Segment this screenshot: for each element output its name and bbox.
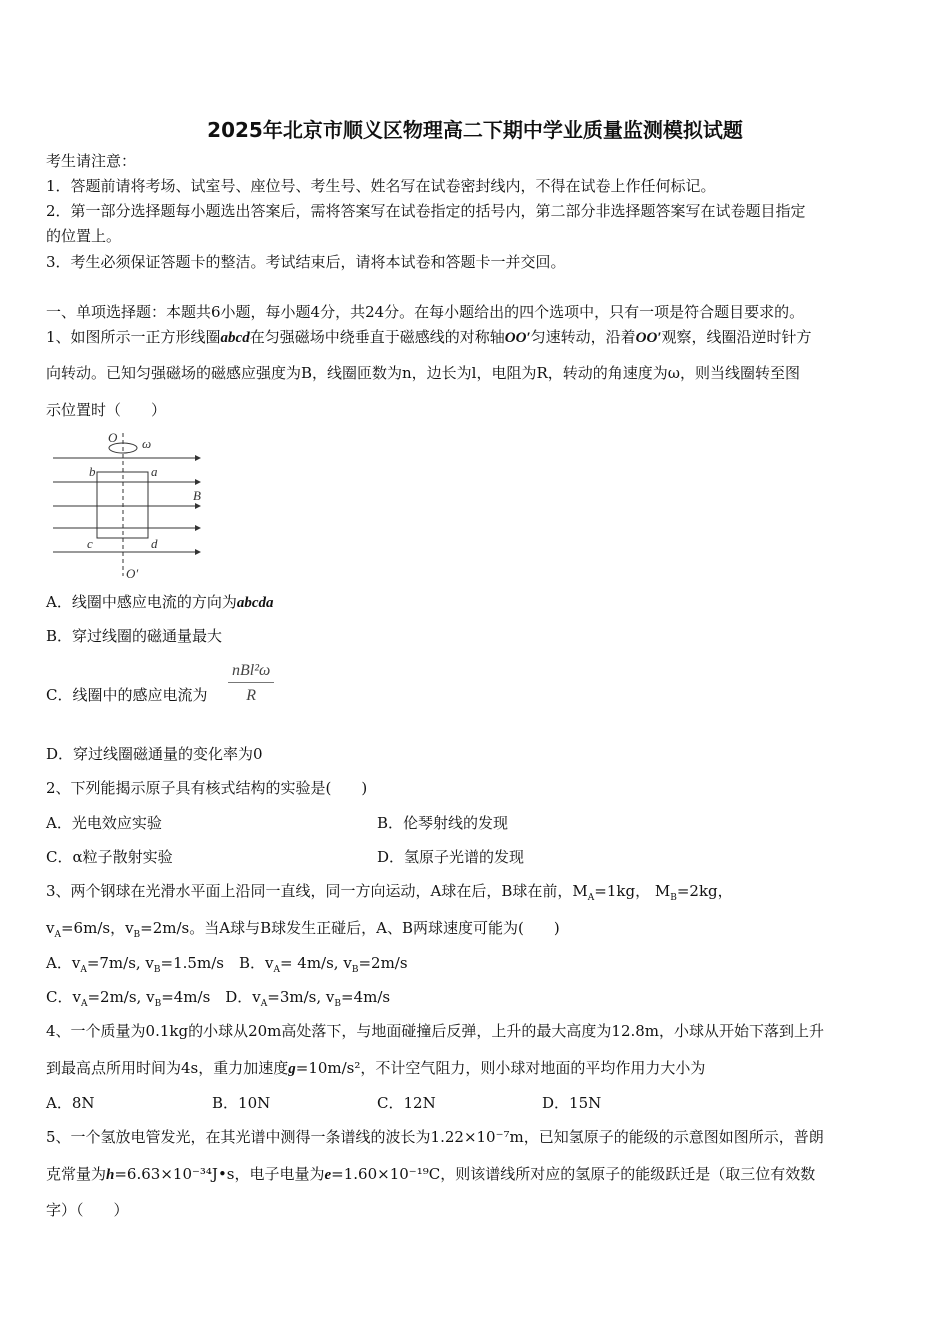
q2-option-d[interactable]: D．氢原子光谱的发现 bbox=[377, 848, 525, 866]
svg-text:a: a bbox=[151, 464, 158, 479]
q1-stem-line: 向转动。已知匀强磁场的磁感应强度为B，线圈匝数为n，边长为l，电阻为R，转动的角速度为ω，则当线圈转至图 bbox=[46, 364, 801, 382]
svg-text:d: d bbox=[151, 536, 158, 551]
q4-option-b[interactable]: B．10N bbox=[212, 1094, 271, 1112]
note-item: 2．第一部分选择题每小题选出答案后，需将答案写在试卷指定的括号内，第二部分非选择题答案写在试卷题目指定 bbox=[46, 202, 806, 220]
q1-stem-line: 示位置时（ ） bbox=[46, 401, 167, 419]
q1-option-b[interactable]: B．穿过线圈的磁通量最大 bbox=[46, 627, 223, 645]
q2-option-a[interactable]: A．光电效应实验 bbox=[46, 814, 162, 832]
svg-text:b: b bbox=[89, 464, 96, 479]
q3-options-cd[interactable]: C．$v_A=2m/s$, $v_B=4m/s$ D．$v_A=3m/s$, $v_B=4m/s$ bbox=[46, 988, 391, 1009]
q1-stem-line: 1、如图所示一正方形线圈abcd在匀强磁场中绕垂直于磁感线的对称轴OO′匀速转动，沿着OO′观察，线圈沿逆时针方 bbox=[46, 328, 812, 346]
svg-text:O′: O′ bbox=[126, 566, 139, 581]
q1-option-c-formula: nBl²ω R bbox=[228, 662, 274, 705]
q1-option-a[interactable]: A．线圈中感应电流的方向为abcda bbox=[46, 593, 274, 611]
q1-option-c[interactable]: C．线圈中的感应电流为 bbox=[46, 686, 208, 704]
note-item: 3．考生必须保证答题卡的整洁。考试结束后，请将本试卷和答题卡一并交回。 bbox=[46, 253, 566, 271]
q4-option-d[interactable]: D．15N bbox=[542, 1094, 602, 1112]
q4-option-c[interactable]: C．12N bbox=[377, 1094, 436, 1112]
note-item: 1．答题前请将考场、试室号、座位号、考生号、姓名写在试卷密封线内，不得在试卷上作任何标记。 bbox=[46, 177, 716, 195]
q5-stem-line: 克常量为h=6.63×10⁻³⁴J•s，电子电量为e=1.60×10⁻¹⁹C，则该谱线所对应的氢原子的能级跃迁是（取三位有效数 bbox=[46, 1165, 816, 1183]
q2-option-c[interactable]: C．α粒子散射实验 bbox=[46, 848, 173, 866]
q2-option-b[interactable]: B．伦琴射线的发现 bbox=[377, 814, 509, 832]
q1-option-d[interactable]: D．穿过线圈磁通量的变化率为0 bbox=[46, 745, 263, 763]
q1-figure-coil-diagram bbox=[50, 428, 210, 583]
q3-options-ab[interactable]: A．$v_A=7m/s$, $v_B=1.5m/s$ B．$v_A= 4m/s$, $v_B=2m/s$ bbox=[46, 954, 408, 975]
svg-text:O: O bbox=[108, 430, 118, 445]
q5-stem-line: 5、一个氢放电管发光，在其光谱中测得一条谱线的波长为1.22×10⁻⁷m，已知氢原子的能级的示意图如图所示，普朗 bbox=[46, 1128, 824, 1146]
svg-text:B: B bbox=[193, 488, 201, 503]
svg-text:c: c bbox=[87, 536, 93, 551]
notes-heading: 考生请注意： bbox=[46, 152, 137, 170]
q4-option-a[interactable]: A．8N bbox=[46, 1094, 95, 1112]
q3-stem-line: $v_A=6m/s$，$v_B=2m/s$。当A球与B球发生正碰后，A、B两球速度可能为( ) bbox=[46, 919, 560, 940]
svg-text:ω: ω bbox=[142, 436, 152, 451]
q3-stem-line: 3、两个钢球在光滑水平面上沿同一直线，同一方向运动，A球在后，B球在前，$M_A=1kg$， $M_B=2kg$， bbox=[46, 882, 733, 903]
q4-stem-line: 4、一个质量为0.1kg的小球从20m高处落下，与地面碰撞后反弹，上升的最大高度为12.8m，小球从开始下落到上升 bbox=[46, 1022, 825, 1040]
q2-stem: 2、下列能揭示原子具有核式结构的实验是( ) bbox=[46, 779, 368, 797]
q4-stem-line: 到最高点所用时间为4s，重力加速度g=10m/s²，不计空气阻力，则小球对地面的平均作用力大小为 bbox=[46, 1059, 706, 1077]
note-item: 的位置上。 bbox=[46, 227, 122, 245]
q5-stem-line: 字）（ ） bbox=[46, 1201, 129, 1219]
page-title: 2025年北京市顺义区物理高二下期中学业质量监测模拟试题 bbox=[207, 118, 743, 142]
section-heading: 一、单项选择题：本题共6小题，每小题4分，共24分。在每小题给出的四个选项中，只有一项是符合题目要求的。 bbox=[46, 303, 805, 321]
